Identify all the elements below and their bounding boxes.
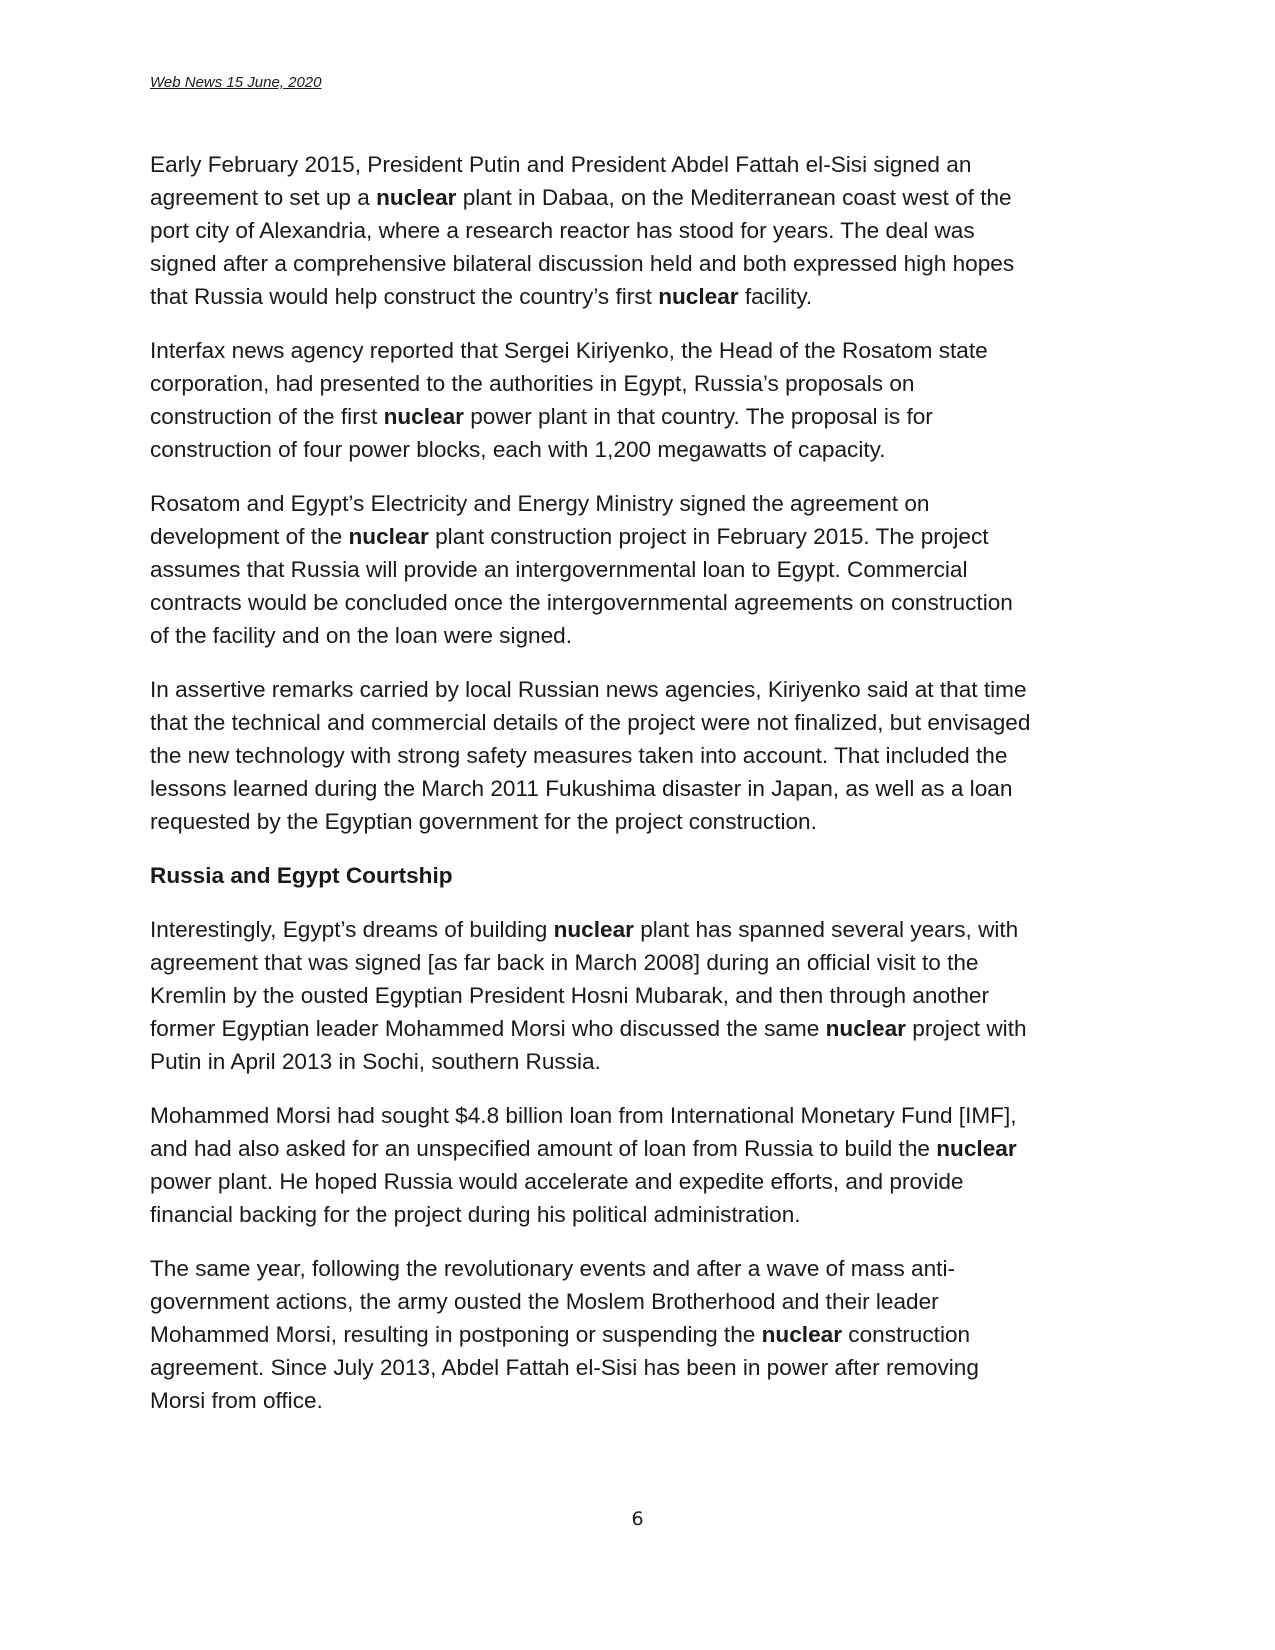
text-line (150, 706, 1125, 739)
text-line (150, 487, 1125, 520)
text-run: that the technical and commercial details of the project were not finalized, but envisaged (150, 710, 1031, 735)
text-line (150, 367, 1125, 400)
text-run: that Russia would help construct the country’s first (150, 284, 659, 309)
text-line (150, 739, 1125, 772)
text-run: requested by the Egyptian government for the project construction. (150, 809, 817, 834)
text-run: project with (905, 1016, 1027, 1041)
text-run: agreement. Since July 2013, Abdel Fattah el-Sisi has been in power after removing (150, 1355, 979, 1380)
text-line (150, 673, 1125, 706)
text-line (150, 553, 1125, 586)
text-run: Putin in April 2013 in Sochi, southern Russia. (150, 1049, 601, 1074)
text-run: the new technology with strong safety measures taken into account. That included the (150, 743, 1008, 768)
text-run: lessons learned during the March 2011 Fukushima disaster in Japan, as well as a loan (150, 776, 1013, 801)
text-run: agreement that was signed [as far back in March 2008] during an official visit to the (150, 950, 979, 975)
text-line (150, 400, 1125, 433)
text-run: power plant. He hoped Russia would accelerate and expedite efforts, and provide (150, 1169, 964, 1194)
text-line (150, 619, 1125, 652)
text-line (150, 433, 1125, 466)
document-header: Web News 15 June, 2020 (150, 74, 322, 91)
bold-keyword: nuclear (658, 284, 739, 309)
text-run: In assertive remarks carried by local Russian news agencies, Kiriyenko said at that time (150, 677, 1027, 702)
text-run: contracts would be concluded once the intergovernmental agreements on construction (150, 590, 1013, 615)
text-run: of the facility and on the loan were signed. (150, 623, 573, 648)
text-run: port city of Alexandria, where a research reactor has stood for years. The deal was (150, 218, 975, 243)
text-run: plant construction project in February 2015. The project (428, 524, 989, 549)
text-line (150, 805, 1125, 838)
text-run: The same year, following the revolutionary events and after a wave of mass anti- (150, 1256, 956, 1281)
text-line (150, 280, 1125, 313)
text-line (150, 1351, 1125, 1384)
text-run: financial backing for the project during his political administration. (150, 1202, 801, 1227)
text-run: and had also asked for an unspecified amount of loan from Russia to build the (150, 1136, 937, 1161)
paragraph (150, 334, 1125, 466)
text-run: plant in Dabaa, on the Mediterranean coast west of the (456, 185, 1012, 210)
text-run: power plant in that country. The proposal is for (463, 404, 933, 429)
text-line (150, 586, 1125, 619)
text-line (150, 214, 1125, 247)
text-line (150, 1252, 1125, 1285)
paragraph (150, 1252, 1125, 1417)
text-run: Interestingly, Egypt’s dreams of building (150, 917, 554, 942)
text-line (150, 520, 1125, 553)
text-run: development of the (150, 524, 349, 549)
text-line (150, 913, 1125, 946)
text-run: construction of four power blocks, each with 1,200 megawatts of capacity. (150, 437, 886, 462)
text-run: Mohammed Morsi, resulting in postponing or suspending the (150, 1322, 762, 1347)
text-line (150, 247, 1125, 280)
text-run: corporation, had presented to the authorities in Egypt, Russia’s proposals on (150, 371, 915, 396)
text-run: assumes that Russia will provide an intergovernmental loan to Egypt. Commercial (150, 557, 968, 582)
text-run: construction of the first (150, 404, 384, 429)
text-line (150, 334, 1125, 367)
bold-keyword: nuclear (553, 917, 634, 942)
text-line (150, 1045, 1125, 1078)
text-line (150, 181, 1125, 214)
text-line (150, 1165, 1125, 1198)
paragraph (150, 148, 1125, 313)
paragraph (150, 913, 1125, 1078)
text-line (150, 1012, 1125, 1045)
text-line (150, 946, 1125, 979)
bold-keyword: nuclear (383, 404, 464, 429)
paragraph (150, 673, 1125, 838)
paragraph (150, 1099, 1125, 1231)
page-number: 6 (631, 1508, 644, 1530)
text-line (150, 148, 1125, 181)
text-line (150, 772, 1125, 805)
text-line (150, 1099, 1125, 1132)
bold-keyword: nuclear (761, 1322, 842, 1347)
text-line (150, 1285, 1125, 1318)
text-run: former Egyptian leader Mohammed Morsi who discussed the same (150, 1016, 826, 1041)
text-line (150, 979, 1125, 1012)
text-run: Mohammed Morsi had sought $4.8 billion loan from International Monetary Fund [IMF], (150, 1103, 1017, 1128)
text-run: agreement to set up a (150, 185, 377, 210)
text-run: signed after a comprehensive bilateral discussion held and both expressed high hopes (150, 251, 1015, 276)
text-run: Kremlin by the ousted Egyptian President Hosni Mubarak, and then through another (150, 983, 989, 1008)
bold-keyword: nuclear (348, 524, 429, 549)
text-run: Interfax news agency reported that Sergei Kiriyenko, the Head of the Rosatom state (150, 338, 988, 363)
text-run: Early February 2015, President Putin and President Abdel Fattah el-Sisi signed an (150, 152, 972, 177)
article-body (150, 148, 1125, 1438)
bold-keyword: nuclear (376, 185, 457, 210)
text-line (150, 1318, 1125, 1351)
text-run: facility. (738, 284, 813, 309)
text-line (150, 1198, 1125, 1231)
text-line (150, 1384, 1125, 1417)
bold-keyword: nuclear (936, 1136, 1017, 1161)
section-paragraphs (150, 913, 1125, 1417)
intro-paragraphs (150, 148, 1125, 838)
text-run: Morsi from office. (150, 1388, 323, 1413)
text-run: government actions, the army ousted the Moslem Brotherhood and their leader (150, 1289, 939, 1314)
bold-keyword: nuclear (825, 1016, 906, 1041)
text-run: Rosatom and Egypt’s Electricity and Energy Ministry signed the agreement on (150, 491, 930, 516)
paragraph (150, 487, 1125, 652)
text-run: construction (842, 1322, 971, 1347)
text-run: plant has spanned several years, with (633, 917, 1019, 942)
text-line (150, 1132, 1125, 1165)
section-heading: Russia and Egypt Courtship (150, 863, 453, 888)
